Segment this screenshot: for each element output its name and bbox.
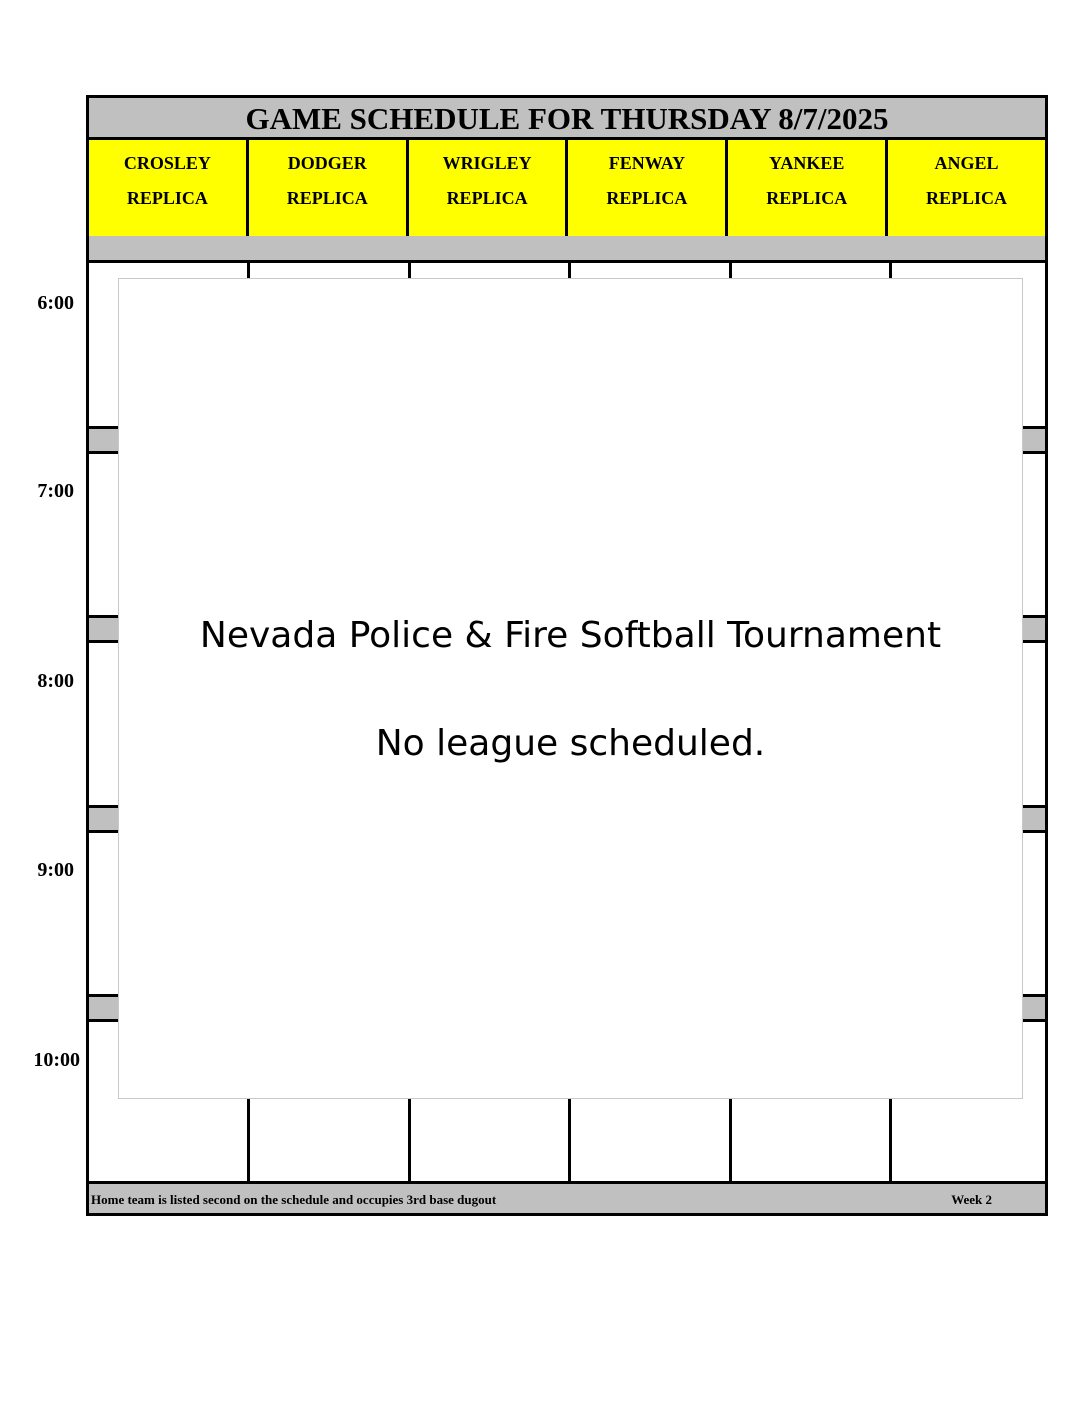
field-name: DODGER [287,153,367,173]
field-header-fenway [568,140,728,236]
field-header-dodger [249,140,409,236]
field-name: ANGEL [934,153,999,173]
notice-subtitle: No league scheduled. [375,723,766,764]
field-type: REPLICA [606,188,688,208]
field-name: WRIGLEY [442,153,532,173]
time-label: 7:00 [37,480,74,502]
field-type: REPLICA [126,188,208,208]
grid-line [89,260,1045,263]
field-type: REPLICA [926,188,1008,208]
time-label: 6:00 [37,292,74,314]
field-name: CROSLEY [123,153,211,173]
week-label: Week 2 [951,1192,992,1207]
time-label: 9:00 [37,859,74,881]
field-name: YANKEE [769,153,845,173]
field-header-row [89,140,1045,236]
schedule-title: GAME SCHEDULE FOR THURSDAY 8/7/2025 [89,98,1045,140]
header-gray-strip [89,236,1045,260]
field-header-yankee [728,140,888,236]
time-label: 10:00 [33,1049,80,1071]
field-header-crosley [89,140,249,236]
tournament-notice [118,278,1023,1099]
field-type: REPLICA [446,188,528,208]
notice-title: Nevada Police & Fire Softball Tournament [199,615,942,656]
time-label: 8:00 [37,670,74,692]
field-type: REPLICA [766,188,848,208]
field-type: REPLICA [286,188,368,208]
field-header-angel [888,140,1045,236]
field-header-wrigley [409,140,569,236]
footer-note: Home team is listed second on the schedule and occupies 3rd base dugout [91,1192,497,1207]
schedule-footer [89,1181,1045,1213]
field-name: FENWAY [608,153,686,173]
